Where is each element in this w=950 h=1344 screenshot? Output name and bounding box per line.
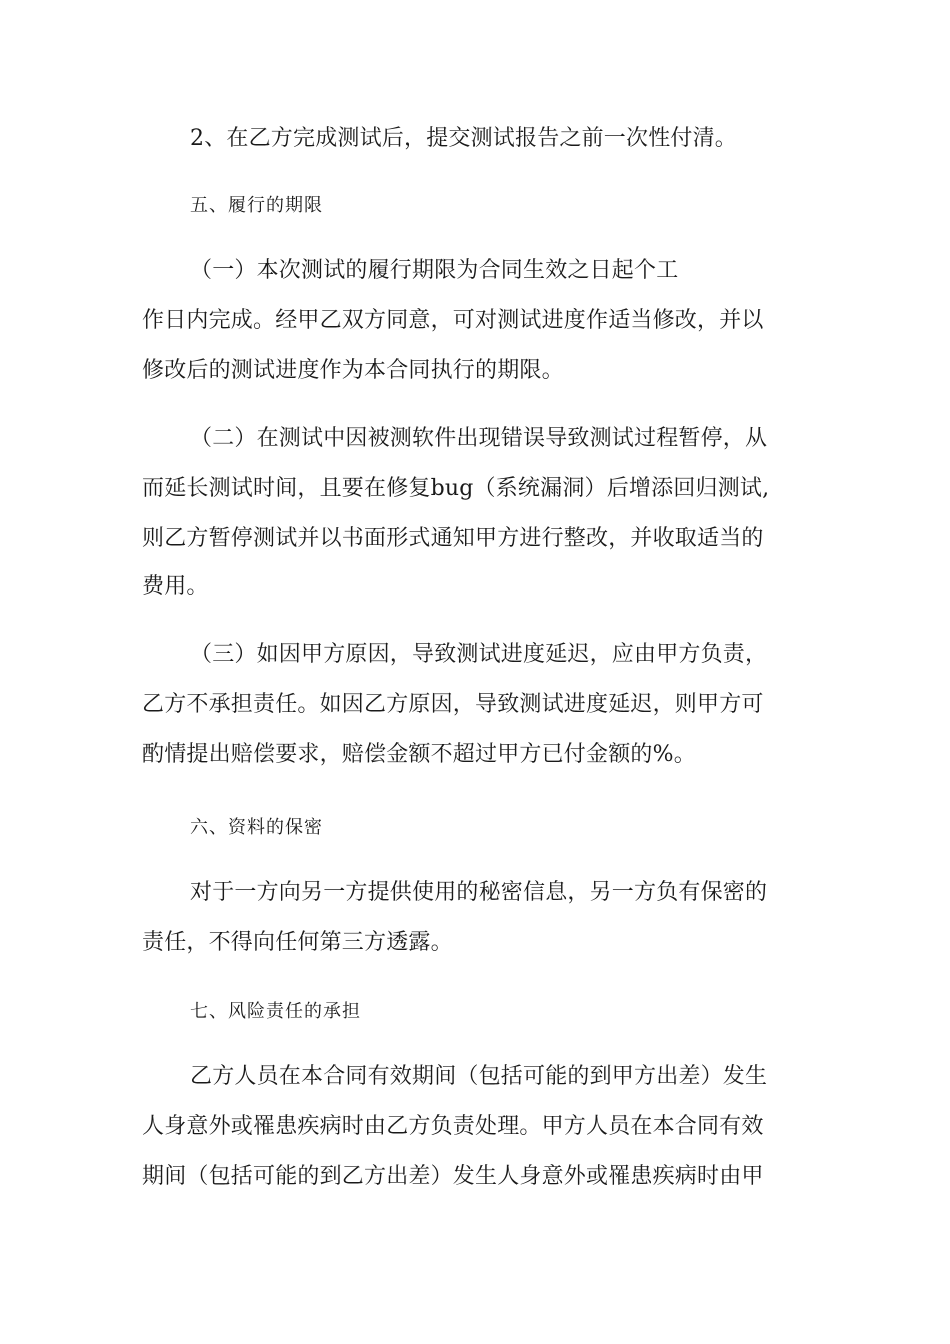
paragraph-line: 费用。 bbox=[142, 574, 209, 599]
paragraph-line: （一）本次测试的履行期限为合同生效之日起个工 bbox=[190, 258, 679, 283]
paragraph-line: （二）在测试中因被测软件出现错误导致测试过程暂停，从 bbox=[190, 426, 768, 451]
paragraph-line: 而延长测试时间，且要在修复bug（系统漏洞）后增添回归测试, bbox=[142, 476, 770, 501]
paragraph-line: 作日内完成。经甲乙双方同意，可对测试进度作适当修改，并以 bbox=[142, 308, 764, 333]
paragraph-line: 期间（包括可能的到乙方出差）发生人身意外或罹患疾病时由甲 bbox=[142, 1164, 764, 1189]
section-heading-5: 五、履行的期限 bbox=[190, 195, 323, 216]
paragraph-line: 酌情提出赔偿要求，赔偿金额不超过甲方已付金额的%。 bbox=[142, 742, 696, 767]
paragraph-line: 修改后的测试进度作为本合同执行的期限。 bbox=[142, 358, 564, 383]
paragraph-line: 乙方人员在本合同有效期间（包括可能的到甲方出差）发生 bbox=[190, 1064, 768, 1089]
section-heading-7: 七、风险责任的承担 bbox=[190, 1001, 361, 1022]
paragraph-line: （三）如因甲方原因，导致测试进度延迟，应由甲方负责， bbox=[190, 642, 768, 667]
section-heading-6: 六、资料的保密 bbox=[190, 817, 323, 838]
paragraph-line: 对于一方向另一方提供使用的秘密信息，另一方负有保密的 bbox=[190, 880, 768, 905]
paragraph-line: 乙方不承担责任。如因乙方原因，导致测试进度延迟，则甲方可 bbox=[142, 692, 764, 717]
paragraph-line: 则乙方暂停测试并以书面形式通知甲方进行整改，并收取适当的 bbox=[142, 526, 764, 551]
paragraph-line: 人身意外或罹患疾病时由乙方负责处理。甲方人员在本合同有效 bbox=[142, 1114, 764, 1139]
paragraph-line: 责任，不得向任何第三方透露。 bbox=[142, 930, 453, 955]
paragraph-line: 2、在乙方完成测试后，提交测试报告之前一次性付清。 bbox=[190, 126, 737, 151]
